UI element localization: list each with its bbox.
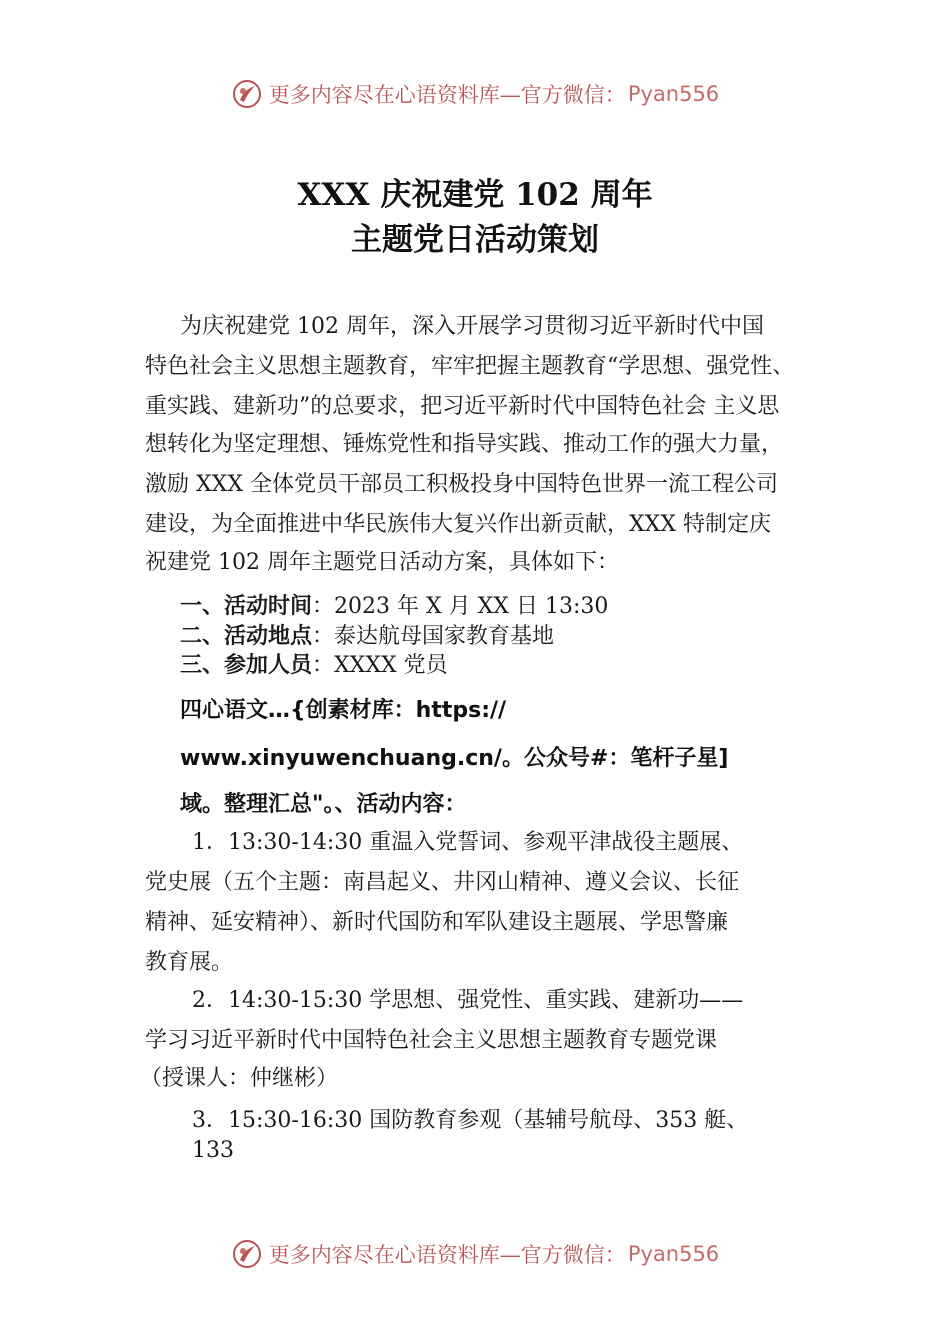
rose-pen-logo-icon [231,78,263,110]
intro-line: 建设，为全面推进中华民族伟大复兴作出新贡献，XXX 特制定庆 [145,512,771,537]
content-line: 133 [192,1138,234,1163]
intro-line: 祝建党 102 周年主题党日活动方案，具体如下： [145,550,619,575]
intro-line: 想转化为坚定理想、锤炼党性和指导实践、推动工作的强大力量， [145,432,784,457]
watermark-header [0,74,950,114]
content-line: 3．15:30-16:30 国防教育参观（基辅号航母、353 艇、 [192,1108,749,1133]
content-line: 党史展（五个主题：南昌起义、井冈山精神、遵义会议、长征 [145,870,740,895]
content-line: 1．13:30-14:30 重温入党誓词、参观平津战役主题展、 [192,830,744,855]
item-value: ：XXXX 党员 [312,653,448,678]
intro-line: 重实践、建新功”的总要求，把习近平新时代中国特色社会 主义思 [145,394,780,419]
item-value: ：2023 年 X 月 XX 日 13:30 [312,594,609,619]
insert-line2: www.xinyuwenchuang.cn/。公众号#：笔杆子星] [180,746,729,771]
content-line: 学习习近平新时代中国特色社会主义思想主题教育专题党课 [145,1028,718,1053]
document-title-line2: 主题党日活动策划 [351,222,599,258]
item-activity-time [180,592,608,622]
rose-pen-logo-icon [231,1238,263,1270]
watermark-text: 更多内容尽在心语资料库—官方微信： [268,1243,626,1267]
content-line: 2．14:30-15:30 学思想、强党性、重实践、建新功—— [192,988,744,1013]
item-activity-location [180,622,554,652]
item-value: ：泰达航母国家教育基地 [312,624,555,649]
content-line: 精神、延安精神）、新时代国防和军队建设主题展、学思警廉 [145,910,729,935]
watermark-footer [0,1234,950,1274]
content-line: （授课人：仲继彬） [140,1066,339,1091]
item-label: 三、参加人员 [180,653,313,678]
intro-line: 激励 XXX 全体党员干部员工积极投身中国特色世界一流工程公司 [145,472,778,497]
insert-line3: 域。整理汇总"。、活动内容： [180,792,467,817]
item-participants [180,651,448,681]
intro-line: 特色社会主义思想主题教育，牢牢把握主题教育“学思想、强党性、 [145,354,795,379]
watermark-wechat-id: Pyan556 [627,1242,720,1266]
watermark-wechat-id: Pyan556 [627,82,720,106]
document-title-line1: XXX 庆祝建党 102 周年 [297,177,653,213]
insert-line1: 四心语文…{创素材库：https:// [180,698,507,723]
watermark-text: 更多内容尽在心语资料库—官方微信： [268,83,626,107]
item-label: 二、活动地点 [180,624,313,649]
intro-line: 为庆祝建党 102 周年，深入开展学习贯彻习近平新时代中国 [180,314,764,339]
item-label: 一、活动时间 [180,594,313,619]
content-line: 教育展。 [145,950,234,975]
